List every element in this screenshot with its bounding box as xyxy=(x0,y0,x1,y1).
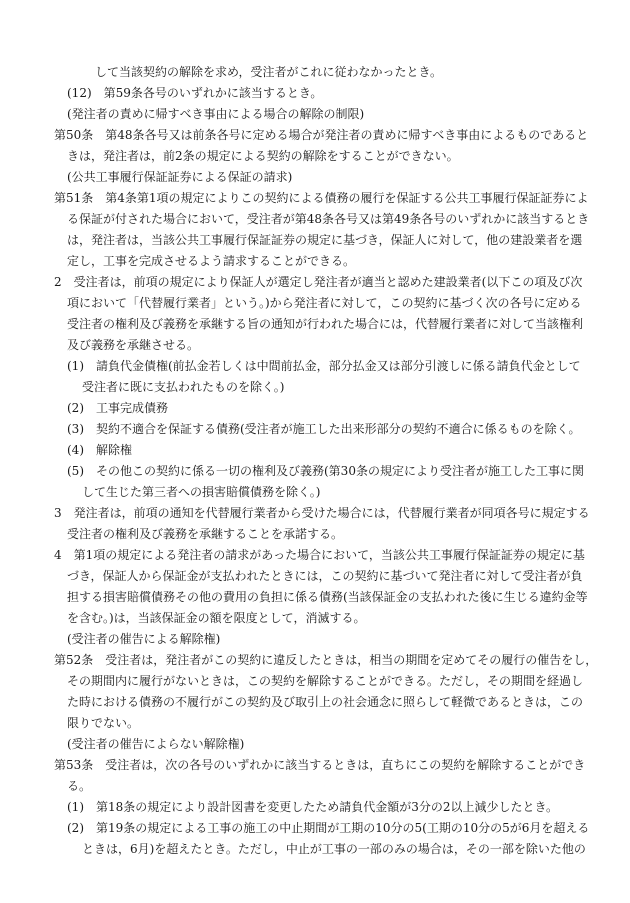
text-line: して当該契約の解除を求め，受注者がこれに従わなかったとき。 xyxy=(95,65,443,79)
list-item: (4) 解除権 xyxy=(67,443,132,457)
paragraph-2-line: 2 受注者は，前項の規定により保証人が選定し発注者が適当と認めた建設業者(以下この項及び次 xyxy=(54,275,583,289)
text-line: 担する損害賠償債務その他の費用の負担に係る債務(当該保証金の支払われた後に生じる違約金等 xyxy=(67,590,588,604)
text-line: きは，発注者は，前2条の規定による契約の解除をすることができない。 xyxy=(67,149,459,163)
text-line: る保証が付された場合において，受注者が第48条各号又は第49条各号のいずれかに該当するとき xyxy=(67,212,590,226)
text-line: 受注者の権利及び義務を承継する旨の通知が行われた場合には，代替履行業者に対して当該権利 xyxy=(67,317,584,331)
text-line: ときは，6月)を超えたとき。ただし，中止が工事の一部のみの場合は，その一部を除いた他の xyxy=(82,842,586,856)
text-line: を含む。)は，当該保証金の額を限度として，消滅する。 xyxy=(67,611,366,625)
section-heading: (受注者の催告によらない解除権) xyxy=(67,737,245,751)
article-51-line: 第51条 第4条第1項の規定によりこの契約による債務の履行を保証する公共工事履行保証証券によ xyxy=(54,191,589,205)
text-line: 及び義務を承継させる。 xyxy=(67,338,200,352)
section-heading: (発注者の責めに帰すべき事由による場合の解除の制限) xyxy=(67,107,365,121)
section-heading: (受注者の催告による解除権) xyxy=(67,632,221,646)
list-item: (1) 請負代金債権(前払金若しくは中間前払金，部分払金又は部分引渡しに係る請負代金として xyxy=(67,359,581,373)
article-52-line: 第52条 受注者は，発注者がこの契約に違反したときは，相当の期間を定めてその履行の催告をし， xyxy=(54,653,598,667)
list-item: (5) その他この契約に係る一切の権利及び義務(第30条の規定により受注者が施工した工事に関 xyxy=(67,464,584,478)
article-53-line: 第53条 受注者は，次の各号のいずれかに該当するときは，直ちにこの契約を解除することができ xyxy=(54,758,586,772)
text-line: 定し，工事を完成させるよう請求することができる。 xyxy=(67,254,356,268)
list-item: (1) 第18条の規定により設計図書を変更したため請負代金額が3分の2以上減少したとき。 xyxy=(67,800,559,814)
text-line: る。 xyxy=(67,779,92,793)
text-line: その期間内に履行がないときは，この契約を解除することができる。ただし，その期間を経過し xyxy=(67,674,584,688)
text-line: 項において「代替履行業者」という。)から発注者に対して，この契約に基づく次の各号に定める xyxy=(67,296,582,310)
text-line: た時における債務の不履行がこの契約及び取引上の社会通念に照らして軽微であるときは，この xyxy=(67,695,584,709)
list-item: (3) 契約不適合を保証する債務(受注者が施工した出来形部分の契約不適合に係るものを除く。 xyxy=(67,422,581,436)
text-line: 限りでない。 xyxy=(67,716,140,730)
paragraph-3-line: 3 発注者は，前項の通知を代替履行業者から受けた場合には，代替履行業者が同項各号に規定する xyxy=(54,506,590,520)
text-line: して生じた第三者への損害賠償債務を除く。) xyxy=(82,485,321,499)
text-line: (12) 第59条各号のいずれかに該当するとき。 xyxy=(67,86,323,100)
article-50-line: 第50条 第48条各号又は前条各号に定める場合が発注者の責めに帰すべき事由によるものであると xyxy=(54,128,589,142)
list-item: (2) 工事完成債務 xyxy=(67,401,168,415)
text-line: 受注者に既に支払われたものを除く。) xyxy=(82,380,285,394)
text-line: づき，保証人から保証金が支払われたときには，この契約に基づいて発注者に対して受注者が負 xyxy=(67,569,583,583)
text-line: は，発注者は，当該公共工事履行保証証券の規定に基づき，保証人に対して，他の建設業者を選 xyxy=(67,233,583,247)
text-line: 受注者の権利及び義務を承継することを承諾する。 xyxy=(67,527,344,541)
section-heading: (公共工事履行保証証券による保証の請求) xyxy=(67,170,293,184)
list-item: (2) 第19条の規定による工事の施工の中止期間が工期の10分の5(工期の10分の5が6月を超える xyxy=(67,821,590,835)
paragraph-4-line: 4 第1項の規定による発注者の請求があった場合において，当該公共工事履行保証証券の規定に基 xyxy=(54,548,585,562)
